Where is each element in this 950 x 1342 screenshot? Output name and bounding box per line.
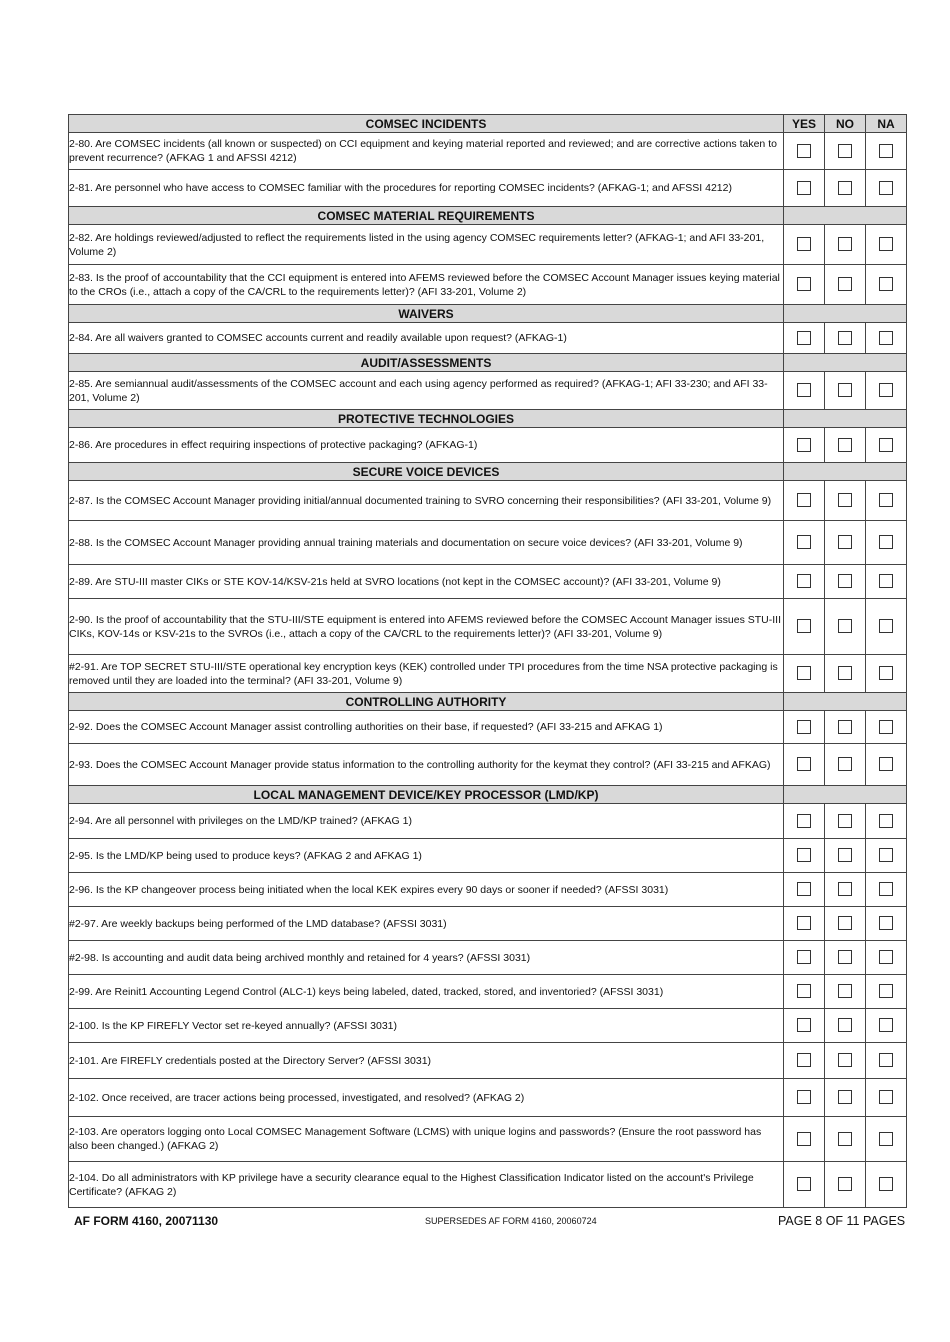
section-row-protective [69, 410, 907, 428]
no-checkbox[interactable] [838, 331, 852, 345]
no-checkbox[interactable] [838, 720, 852, 734]
question-text: 2-88. Is the COMSEC Account Manager providing annual training materials and documentation on secure voice devices? (AFI 33-201, Volume 9) [69, 521, 784, 565]
question-text: 2-93. Does the COMSEC Account Manager provide status information to the controlling authority for the keymat they control? (AFI 33-215 and AFKAG) [69, 744, 784, 786]
column-header-no: NO [825, 115, 866, 133]
na-checkbox[interactable] [879, 237, 893, 251]
na-checkbox[interactable] [879, 720, 893, 734]
question-row-2-80 [69, 133, 907, 170]
question-text: 2-99. Are Reinit1 Accounting Legend Control (ALC-1) keys being labeled, dated, tracked, stored, and inventoried? (AFSSI 3031) [69, 975, 784, 1009]
na-checkbox[interactable] [879, 984, 893, 998]
na-checkbox[interactable] [879, 535, 893, 549]
question-row-2-95 [69, 839, 907, 873]
question-row-2-103 [69, 1117, 907, 1162]
column-header-na: NA [866, 115, 907, 133]
question-text: 2-94. Are all personnel with privileges on the LMD/KP trained? (AFKAG 1) [69, 804, 784, 839]
na-checkbox[interactable] [879, 383, 893, 397]
section-row-material [69, 207, 907, 225]
question-row-2-100 [69, 1009, 907, 1043]
na-checkbox[interactable] [879, 1090, 893, 1104]
question-row-2-81 [69, 170, 907, 207]
question-row-2-96 [69, 873, 907, 907]
question-text: 2-85. Are semiannual audit/assessments of the COMSEC account and each using agency performed as required? (AFKAG-1; AFI 33-230; and AFI 33-201, Volume 2) [69, 372, 784, 410]
question-text: 2-104. Do all administrators with KP privilege have a security clearance equal to the Highest Classification Indicator listed on the account's Privilege Certificate? (AFKAG 2) [69, 1162, 784, 1208]
na-checkbox[interactable] [879, 574, 893, 588]
question-row-2-88 [69, 521, 907, 565]
na-checkbox[interactable] [879, 814, 893, 828]
section-title-lmd: LOCAL MANAGEMENT DEVICE/KEY PROCESSOR (LMD/KP) [69, 786, 784, 804]
no-checkbox[interactable] [838, 619, 852, 633]
question-row-2-82 [69, 225, 907, 265]
no-checkbox[interactable] [838, 574, 852, 588]
question-text: #2-97. Are weekly backups being performed of the LMD database? (AFSSI 3031) [69, 907, 784, 941]
question-row-2-90 [69, 599, 907, 655]
question-row-2-91 [69, 655, 907, 693]
page-number: PAGE 8 OF 11 PAGES [778, 1214, 906, 1228]
question-text: 2-95. Is the LMD/KP being used to produce keys? (AFKAG 2 and AFKAG 1) [69, 839, 784, 873]
yes-checkbox[interactable] [797, 916, 811, 930]
question-text: #2-91. Are TOP SECRET STU-III/STE operational key encryption keys (KEK) controlled under TPI procedures from the time NSA protective packaging is removed until they are loaded into the terminal? (AFI 33-201, Volume 9) [69, 655, 784, 693]
section-title-controlling: CONTROLLING AUTHORITY [69, 693, 784, 711]
yes-checkbox[interactable] [797, 720, 811, 734]
question-row-2-98 [69, 941, 907, 975]
no-checkbox[interactable] [838, 181, 852, 195]
na-checkbox[interactable] [879, 1018, 893, 1032]
question-text: 2-103. Are operators logging onto Local COMSEC Management Software (LCMS) with unique logins and passwords? (Ensure the root password has also been changed.) (AFKAG 2) [69, 1117, 784, 1162]
question-text: 2-84. Are all waivers granted to COMSEC accounts current and readily available upon request? (AFKAG-1) [69, 323, 784, 354]
na-checkbox[interactable] [879, 438, 893, 452]
yes-checkbox[interactable] [797, 848, 811, 862]
no-checkbox[interactable] [838, 277, 852, 291]
supersedes-note: SUPERSEDES AF FORM 4160, 20060724 [425, 1216, 597, 1226]
no-checkbox[interactable] [838, 493, 852, 507]
no-checkbox[interactable] [838, 848, 852, 862]
question-row-2-97 [69, 907, 907, 941]
question-row-2-89 [69, 565, 907, 599]
yes-checkbox[interactable] [797, 1132, 811, 1146]
yes-checkbox[interactable] [797, 950, 811, 964]
no-checkbox[interactable] [838, 666, 852, 680]
na-checkbox[interactable] [879, 950, 893, 964]
no-checkbox[interactable] [838, 1132, 852, 1146]
na-checkbox[interactable] [879, 277, 893, 291]
section-row-secure-voice [69, 463, 907, 481]
checklist-table [68, 114, 907, 1208]
yes-checkbox[interactable] [797, 666, 811, 680]
question-text: 2-82. Are holdings reviewed/adjusted to reflect the requirements listed in the using agency COMSEC requirements letter? (AFKAG-1; and AFI 33-201, Volume 2) [69, 225, 784, 265]
no-checkbox[interactable] [838, 383, 852, 397]
question-row-2-86 [69, 428, 907, 463]
no-checkbox[interactable] [838, 814, 852, 828]
na-checkbox[interactable] [879, 1177, 893, 1191]
na-checkbox[interactable] [879, 848, 893, 862]
no-checkbox[interactable] [838, 984, 852, 998]
na-checkbox[interactable] [879, 882, 893, 896]
section-title-protective: PROTECTIVE TECHNOLOGIES [69, 410, 784, 428]
na-checkbox[interactable] [879, 493, 893, 507]
section-row-lmd [69, 786, 907, 804]
na-checkbox[interactable] [879, 331, 893, 345]
question-text: 2-100. Is the KP FIREFLY Vector set re-keyed annually? (AFSSI 3031) [69, 1009, 784, 1043]
form-identifier: AF FORM 4160, 20071130 [74, 1214, 219, 1228]
question-row-2-84 [69, 323, 907, 354]
yes-checkbox[interactable] [797, 1177, 811, 1191]
section-row-controlling [69, 693, 907, 711]
na-checkbox[interactable] [879, 666, 893, 680]
yes-checkbox[interactable] [797, 1053, 811, 1067]
yes-checkbox[interactable] [797, 181, 811, 195]
na-checkbox[interactable] [879, 144, 893, 158]
na-checkbox[interactable] [879, 181, 893, 195]
yes-checkbox[interactable] [797, 882, 811, 896]
no-checkbox[interactable] [838, 1177, 852, 1191]
yes-checkbox[interactable] [797, 1090, 811, 1104]
yes-checkbox[interactable] [797, 277, 811, 291]
yes-checkbox[interactable] [797, 383, 811, 397]
yes-checkbox[interactable] [797, 237, 811, 251]
yes-checkbox[interactable] [797, 535, 811, 549]
question-row-2-87 [69, 481, 907, 521]
section-title-secure-voice: SECURE VOICE DEVICES [69, 463, 784, 481]
question-row-2-101 [69, 1043, 907, 1079]
question-text: #2-98. Is accounting and audit data being archived monthly and retained for 4 years? (AFSSI 3031) [69, 941, 784, 975]
question-text: 2-96. Is the KP changeover process being initiated when the local KEK expires every 90 days or sooner if needed? (AFSSI 3031) [69, 873, 784, 907]
question-row-2-83 [69, 265, 907, 305]
question-text: 2-80. Are COMSEC incidents (all known or suspected) on CCI equipment and keying material reported and reviewed; and are corrective actions taken to prevent recurrence? (AFKAG 1 and AFSSI 4212) [69, 133, 784, 170]
no-checkbox[interactable] [838, 144, 852, 158]
yes-checkbox[interactable] [797, 814, 811, 828]
na-checkbox[interactable] [879, 1053, 893, 1067]
question-text: 2-90. Is the proof of accountability that the STU-III/STE equipment is entered into AFEMS reviewed before the COMSEC Account Manager issues STU-III CIKs, KOV-14s or KSV-21s to the SVROs (i.e., attach a copy of the CA/CRL to the requirements letter)? (AFI 33-201, Volume 9) [69, 599, 784, 655]
question-row-2-85 [69, 372, 907, 410]
question-text: 2-101. Are FIREFLY credentials posted at the Directory Server? (AFSSI 3031) [69, 1043, 784, 1079]
column-header-yes: YES [784, 115, 825, 133]
question-row-2-92 [69, 711, 907, 744]
no-checkbox[interactable] [838, 882, 852, 896]
question-row-2-99 [69, 975, 907, 1009]
question-text: 2-87. Is the COMSEC Account Manager providing initial/annual documented training to SVRO concerning their responsibilities? (AFI 33-201, Volume 9) [69, 481, 784, 521]
na-checkbox[interactable] [879, 619, 893, 633]
yes-checkbox[interactable] [797, 619, 811, 633]
section-title-material: COMSEC MATERIAL REQUIREMENTS [69, 207, 784, 225]
yes-checkbox[interactable] [797, 144, 811, 158]
yes-checkbox[interactable] [797, 1018, 811, 1032]
question-text: 2-102. Once received, are tracer actions being processed, investigated, and resolved? (AFKAG 2) [69, 1079, 784, 1117]
section-title-comsec-incidents: COMSEC INCIDENTS [69, 115, 784, 133]
yes-checkbox[interactable] [797, 331, 811, 345]
yes-checkbox[interactable] [797, 574, 811, 588]
yes-checkbox[interactable] [797, 493, 811, 507]
na-checkbox[interactable] [879, 916, 893, 930]
question-row-2-94 [69, 804, 907, 839]
question-text: 2-83. Is the proof of accountability that the CCI equipment is entered into AFEMS reviewed before the COMSEC Account Manager issues keying material to the CROs (i.e., attach a copy of the CA/CRL to the requirements letter)? (AFI 33-201, Volume 2) [69, 265, 784, 305]
table-header-row [69, 115, 907, 133]
no-checkbox[interactable] [838, 438, 852, 452]
no-checkbox[interactable] [838, 535, 852, 549]
no-checkbox[interactable] [838, 950, 852, 964]
section-title-waivers: WAIVERS [69, 305, 784, 323]
yes-checkbox[interactable] [797, 757, 811, 771]
yes-checkbox[interactable] [797, 438, 811, 452]
question-row-2-102 [69, 1079, 907, 1117]
question-text: 2-89. Are STU-III master CIKs or STE KOV-14/KSV-21s held at SVRO locations (not kept in the COMSEC account)? (AFI 33-201, Volume 9) [69, 565, 784, 599]
question-text: 2-86. Are procedures in effect requiring inspections of protective packaging? (AFKAG-1) [69, 428, 784, 463]
question-text: 2-92. Does the COMSEC Account Manager assist controlling authorities on their base, if requested? (AFI 33-215 and AFKAG 1) [69, 711, 784, 744]
section-row-audit [69, 354, 907, 372]
yes-checkbox[interactable] [797, 984, 811, 998]
no-checkbox[interactable] [838, 1018, 852, 1032]
no-checkbox[interactable] [838, 1090, 852, 1104]
no-checkbox[interactable] [838, 916, 852, 930]
section-row-waivers [69, 305, 907, 323]
question-row-2-93 [69, 744, 907, 786]
question-row-2-104 [69, 1162, 907, 1208]
section-title-audit: AUDIT/ASSESSMENTS [69, 354, 784, 372]
na-checkbox[interactable] [879, 1132, 893, 1146]
no-checkbox[interactable] [838, 1053, 852, 1067]
no-checkbox[interactable] [838, 237, 852, 251]
na-checkbox[interactable] [879, 757, 893, 771]
no-checkbox[interactable] [838, 757, 852, 771]
question-text: 2-81. Are personnel who have access to COMSEC familiar with the procedures for reporting COMSEC incidents? (AFKAG-1; and AFSSI 4212) [69, 170, 784, 207]
